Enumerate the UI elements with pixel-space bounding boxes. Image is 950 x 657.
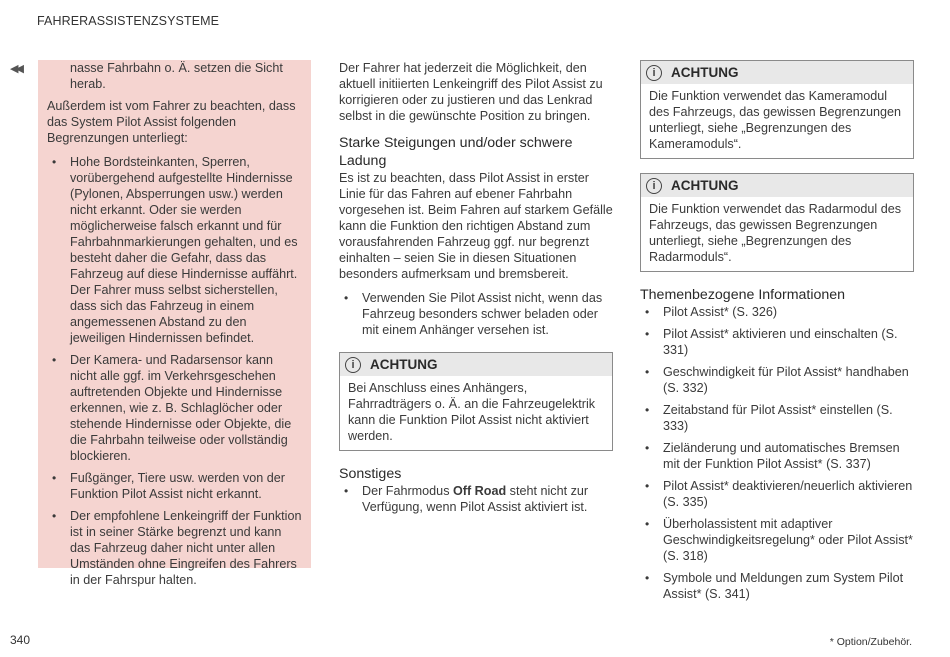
list-item: • Fußgänger, Tiere usw. werden von der Funktion Pilot Assist nicht erkannt. <box>47 470 303 502</box>
related-link[interactable]: • Geschwindigkeit für Pilot Assist* handhaben (S. 332) <box>640 364 914 396</box>
info-icon: i <box>345 357 361 373</box>
warning-title: ACHTUNG <box>671 177 739 193</box>
warning-text: Die Funktion verwendet das Radarmodul des Fahrzeugs, das gewissen Begrenzungen unterliegt, siehe „Begrenzungen des Radarmoduls“. <box>649 202 902 264</box>
warning-title: ACHTUNG <box>671 64 739 80</box>
warning-title: ACHTUNG <box>370 356 438 372</box>
list-item: • Der empfohlene Lenkeingriff der Funktion ist in seiner Stärke begrenzt und kann das Fahrzeug daher nicht unter allen Umständen ohne Eingreifen des Fahrers in der Fahrspur halten. <box>47 508 303 588</box>
related-link[interactable]: • Symbole und Meldungen zum System Pilot Assist* (S. 341) <box>640 570 914 602</box>
related-link[interactable]: • Pilot Assist* aktivieren und einschalten (S. 331) <box>640 326 914 358</box>
footnote: * Option/Zubehör. <box>829 636 912 648</box>
warning-box-radar <box>640 173 914 272</box>
list-item: • Verwenden Sie Pilot Assist nicht, wenn das Fahrzeug besonders schwer beladen oder mit einem Anhänger versehen ist. <box>339 290 613 338</box>
warning-header <box>641 61 913 84</box>
warning-header <box>340 353 612 376</box>
middle-column <box>339 60 613 521</box>
related-links-list <box>640 304 914 602</box>
info-icon: i <box>646 178 662 194</box>
paragraph-steering: Der Fahrer hat jederzeit die Möglichkeit, den aktuell initiierten Lenkeingriff des Pilot Assist zu korrigieren oder zu justieren und das Lenkrad selbst in die gewünschte Position zu bringen. <box>339 61 603 123</box>
double-chevron-left-icon[interactable]: ◀◀ <box>10 63 21 75</box>
info-icon: i <box>646 65 662 81</box>
page-number: 340 <box>10 633 31 647</box>
warning-text: Bei Anschluss eines Anhängers, Fahrradträgers o. Ä. an die Fahrzeugelektrik kann die Funktion Pilot Assist nicht aktiviert werden. <box>348 381 596 443</box>
related-link[interactable]: • Pilot Assist* deaktivieren/neuerlich aktivieren (S. 335) <box>640 478 914 510</box>
misc-text-pre: Der Fahrmodus <box>362 484 453 498</box>
limitations-list <box>47 154 303 588</box>
limitations-intro: Außerdem ist vom Fahrer zu beachten, dass das System Pilot Assist folgenden Begrenzungen unterliegt: <box>47 99 296 145</box>
list-item <box>339 483 613 515</box>
heading-misc: Sonstiges <box>339 466 402 482</box>
limitations-highlight-box <box>38 60 311 587</box>
section-header: FAHRERASSISTENZSYSTEME <box>37 14 220 28</box>
continued-text: nasse Fahrbahn o. Ä. setzen die Sicht herab. <box>70 61 283 91</box>
warning-box-trailer <box>339 352 613 451</box>
heading-related-info: Themenbezogene Informationen <box>640 287 846 303</box>
warning-box-camera <box>640 60 914 159</box>
misc-list <box>339 483 613 515</box>
list-item: • Der Kamera- und Radarsensor kann nicht alle ggf. im Verkehrsgeschehen auftretenden Objekte und Hindernisse erkennen, wie z. B. Schlaglöcher oder stehende Hindernisse oder Objekte, die die Fahrbahn teilweise oder vollständig blockieren. <box>47 352 303 464</box>
heading-slopes-load: Starke Steigungen und/oder schwere Ladung <box>339 135 573 169</box>
off-road-mode: Off Road <box>453 484 507 498</box>
related-link[interactable]: • Zeitabstand für Pilot Assist* einstellen (S. 333) <box>640 402 914 434</box>
related-link[interactable]: • Pilot Assist* (S. 326) <box>640 304 914 320</box>
related-link[interactable]: • Überholassistent mit adaptiver Geschwindigkeitsregelung* oder Pilot Assist* (S. 318) <box>640 516 914 564</box>
warning-header <box>641 174 913 197</box>
misc-text-post: steht nicht zur Verfügung, wenn Pilot Assist aktiviert ist. <box>362 484 589 514</box>
related-link[interactable]: • Zieländerung und automatisches Bremsen mit der Funktion Pilot Assist* (S. 337) <box>640 440 914 472</box>
paragraph-slopes: Es ist zu beachten, dass Pilot Assist in erster Linie für das Fahren auf ebener Fahrbahn vorgesehen ist. Beim Fahren auf starkem Gefälle kann die Funktion den richtigen Abstand zum vorausfahrenden Fahrzeug ggf. nur begrenzt einhalten – seien Sie in diesen Situationen besonders aufmerksam und bremsbereit. <box>339 171 613 281</box>
list-item: • Hohe Bordsteinkanten, Sperren, vorübergehend aufgestellte Hindernisse (Pylonen, Absperrungen usw.) werden nicht erkannt. Oder sie werden möglicherweise falsch erkannt und für Fahrbahnmarkierungen gehalten, und es besteht daher die Gefahr, dass das Fahrzeug auf diese Hindernisse auffährt. Der Fahrer muss selbst sicherstellen, dass sich das Fahrzeug in einem angemessenen Abstand zu den jeweiligen Hindernissen befindet. <box>47 154 303 346</box>
warning-text: Die Funktion verwendet das Kameramodul des Fahrzeugs, das gewissen Begrenzungen unterliegt, siehe „Begrenzungen des Kameramoduls“. <box>649 89 902 151</box>
right-column <box>640 60 914 608</box>
load-list <box>339 290 613 338</box>
